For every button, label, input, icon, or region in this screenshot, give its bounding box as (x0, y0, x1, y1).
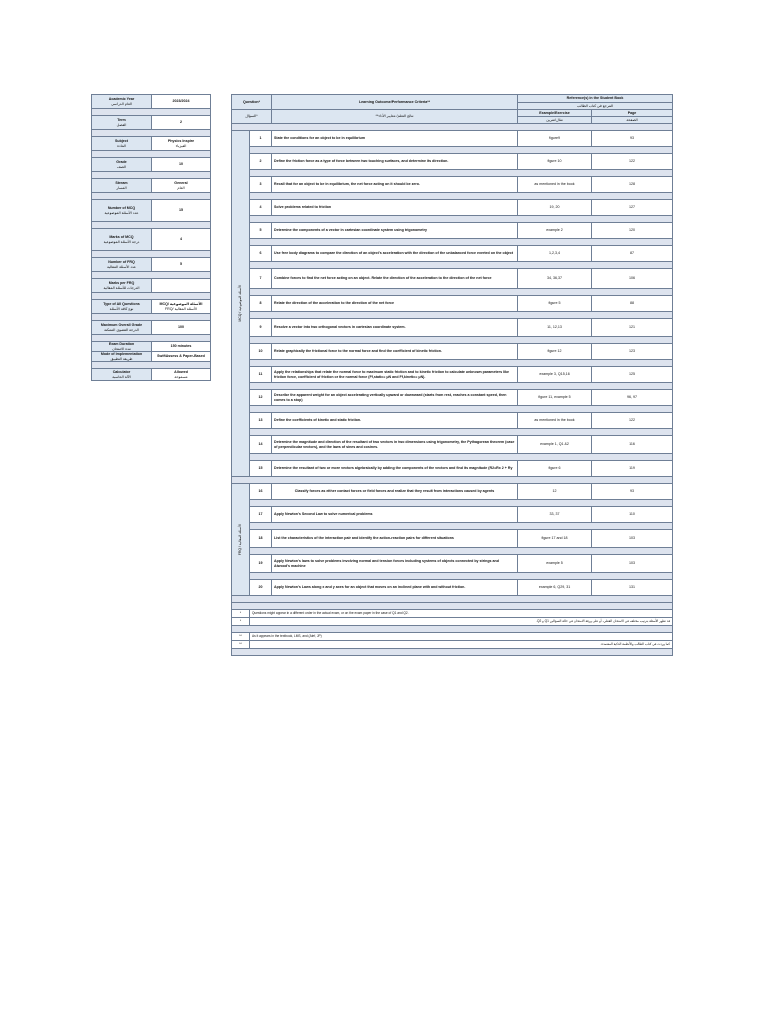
spacer-row (92, 193, 211, 200)
spacer-row (232, 193, 673, 200)
frq-section-label (232, 484, 250, 596)
info-row (92, 352, 211, 362)
question-number: 11 (250, 367, 272, 383)
info-label-en: Academic Year (108, 97, 135, 102)
question-number: 12 (250, 390, 272, 406)
info-value-main: Allowed (174, 370, 188, 375)
info-value (152, 300, 211, 314)
info-label (92, 179, 152, 193)
page-reference: 116 (592, 436, 673, 454)
example-reference: figure 12 (518, 344, 592, 360)
spacer-row (92, 293, 211, 300)
spacer-row (232, 406, 673, 413)
info-value (152, 342, 211, 352)
question-row (232, 555, 673, 573)
footnote-text: قد تظهر الأسئلة بترتيب مختلف في الامتحان الفعلي، أو على ورقة الامتحان في حالة السؤالين Q1 و Q2. (250, 618, 673, 626)
learning-outcome: Define the friction force as a type of force between two touching surfaces, and determine its direction. (272, 154, 518, 170)
page-reference: 103 (592, 555, 673, 573)
question-row (232, 530, 673, 548)
info-row (92, 300, 211, 314)
info-label (92, 137, 152, 151)
spacer-row (232, 216, 673, 223)
learning-outcome: Apply Newton's laws to solve problems involving normal and tension forces including systems of objects connected by strings and Atwood's machine (272, 555, 518, 573)
question-number: 19 (250, 555, 272, 573)
example-reference: figure 5 (518, 296, 592, 312)
learning-outcome: Determine the magnitude and direction of the resultant of two vectors in two dimensions using trigonometry, the Pythagorean theorem (case of perpendicular vectors), and the laws of sines and cosines. (272, 436, 518, 454)
info-value-main: Physics Inspire (167, 139, 195, 144)
question-row (232, 154, 673, 170)
learning-outcome: Relate the direction of the acceleration to the direction of the net force (272, 296, 518, 312)
spacer-row (232, 429, 673, 436)
page-reference: 93 (592, 131, 673, 147)
info-value (152, 179, 211, 193)
spacer-row (92, 222, 211, 229)
learning-outcome: Combine forces to find the net force acting on an object. Relate the direction of the acceleration to the direction of the net force (272, 269, 518, 289)
info-label (92, 279, 152, 293)
spacer-row (92, 151, 211, 158)
page-reference: 93 (592, 484, 673, 500)
info-label-ar: الدرجة القصوى الممكنة (104, 327, 139, 332)
info-value (152, 200, 211, 222)
info-row (92, 116, 211, 130)
info-label-ar: المادة (117, 143, 126, 148)
info-value (152, 279, 211, 293)
info-value-main: 2 (180, 120, 182, 125)
info-label (92, 95, 152, 109)
question-number: 18 (250, 530, 272, 548)
spacer-row (92, 314, 211, 321)
learning-outcome: State the conditions for an object to be in equilibrium (272, 131, 518, 147)
spacer-row (232, 147, 673, 154)
footnote-row (232, 633, 673, 641)
info-row (92, 179, 211, 193)
learning-outcome: Apply the relationships that relate the normal force to maximum static friction and to kinetic friction to calculate unknown parameters like friction force, coefficient of friction or the normal force (Ff,static= μN and Ff,kinetic= μN). (272, 367, 518, 383)
exam-info-table (91, 94, 211, 381)
info-value-main: 10 (179, 162, 183, 167)
question-number: 9 (250, 319, 272, 337)
info-label-ar: الدرجات للأسئلة المقالية (103, 285, 140, 290)
page-reference: 131 (592, 580, 673, 596)
info-label-ar: طريقة التطبيق (110, 356, 133, 361)
example-header-ar: مثال/تمرين (518, 117, 592, 124)
learning-outcome: Determine the resultant of two or more vectors algebraically by adding the components of the vectors and find its magnitude (R2=Rx 2 + Ry (272, 461, 518, 477)
info-value-main: 100 (178, 325, 184, 330)
question-row (232, 177, 673, 193)
learning-outcome: Define the coefficients of kinetic and static friction. (272, 413, 518, 429)
info-value-main: SwiftAssess & Paper-Based (157, 354, 205, 359)
spacer-row (92, 335, 211, 342)
page-reference: 123 (592, 344, 673, 360)
info-value (152, 137, 211, 151)
learning-outcome: Resolve a vector into two orthogonal vectors in cartesian coordinate system. (272, 319, 518, 337)
page-reference: 103 (592, 530, 673, 548)
learning-outcome: List the characteristics of the interaction pair and identify the action-reaction pairs for different situations (272, 530, 518, 548)
footnote-mark: * (232, 618, 250, 626)
info-label (92, 352, 152, 362)
page-reference: 120 (592, 223, 673, 239)
info-label (92, 116, 152, 130)
footnote-mark: ** (232, 633, 250, 641)
question-row (232, 319, 673, 337)
spacer-row (92, 172, 211, 179)
info-label-ar: المسار (116, 185, 127, 190)
spacer-row (232, 312, 673, 319)
page-reference: 122 (592, 413, 673, 429)
page-reference: 119 (592, 461, 673, 477)
question-row (232, 131, 673, 147)
footnote-text: Questions might appear in a different order in the actual exam, or on the exam paper in the case of Q1 and Q2. (250, 610, 673, 618)
info-value (152, 229, 211, 251)
info-row (92, 321, 211, 335)
learning-outcome: Determine the components of a vector in cartesian coordinate system using trigonometry (272, 223, 518, 239)
info-row (92, 369, 211, 381)
info-value-sub: FRQ/ الأسئلة المقالية (164, 306, 198, 311)
info-label-en: Exam Duration (108, 342, 135, 347)
question-number: 5 (250, 223, 272, 239)
spacer-row (232, 649, 673, 656)
info-row (92, 279, 211, 293)
footnote-mark: ** (232, 641, 250, 649)
info-label-en: Number of MCQ (107, 206, 136, 211)
info-row (92, 95, 211, 109)
spacer-row (232, 548, 673, 555)
example-reference: figure 10 (518, 154, 592, 170)
page-reference: 128 (592, 177, 673, 193)
info-label-en: Grade (116, 160, 127, 165)
question-number: 15 (250, 461, 272, 477)
learning-outcome: Solve problems related to friction (272, 200, 518, 216)
info-label (92, 321, 152, 335)
outcomes-header: Learning Outcome/Performance Criteria** (272, 95, 518, 110)
question-row (232, 413, 673, 429)
page-reference: 88 (592, 296, 673, 312)
info-row (92, 258, 211, 272)
example-reference: 11, 12,13 (518, 319, 592, 337)
spacer-row (232, 454, 673, 461)
example-reference: example 5 (518, 555, 592, 573)
info-value-main: 4 (180, 237, 182, 242)
spacer-row (232, 360, 673, 367)
page-reference: 122 (592, 154, 673, 170)
info-label (92, 200, 152, 222)
question-row (232, 461, 673, 477)
spacer-row (232, 573, 673, 580)
learning-outcome: Apply Newton's Second Law to solve numerical problems (272, 507, 518, 523)
reference-header: Reference(s) in the Student Book (518, 95, 673, 103)
info-row (92, 200, 211, 222)
learning-outcome: Apply Newton's Laws along x and y axes for an object that moves on an inclined plane with and without friction. (272, 580, 518, 596)
question-row (232, 269, 673, 289)
spacer-row (92, 272, 211, 279)
page-reference: 96, 97 (592, 390, 673, 406)
question-row (232, 390, 673, 406)
info-label (92, 369, 152, 381)
info-value (152, 258, 211, 272)
spacer-row (232, 170, 673, 177)
learning-outcome: Describe the apparent weight for an object accelerating vertically upward or downward (starts from rest, reaches a constant speed, then comes to a stop) (272, 390, 518, 406)
question-number: 20 (250, 580, 272, 596)
info-value-main: 150 minutes (170, 344, 192, 349)
info-label (92, 300, 152, 314)
info-value-main: 15 (179, 208, 183, 213)
question-number: 14 (250, 436, 272, 454)
info-value (152, 369, 211, 381)
spacer-row (232, 337, 673, 344)
info-label-en: Calculator (112, 370, 131, 375)
footnote-row (232, 641, 673, 649)
info-label-ar: الفصل (116, 122, 127, 127)
question-row (232, 296, 673, 312)
info-label-ar: مدة الامتحان (112, 346, 131, 351)
example-reference: 19, 20 (518, 200, 592, 216)
page-reference: 121 (592, 319, 673, 337)
spacer-row (92, 130, 211, 137)
question-header: Question* (232, 95, 272, 110)
info-value (152, 352, 211, 362)
info-label-en: Number of FRQ (108, 260, 135, 265)
example-reference: example 3, Q15,16 (518, 367, 592, 383)
info-label-en: Maximum Overall Grade (100, 323, 143, 328)
page-reference: 106 (592, 269, 673, 289)
info-label-ar: العام الدراسي (111, 101, 132, 106)
question-number: 3 (250, 177, 272, 193)
example-reference: 33, 37 (518, 507, 592, 523)
question-row (232, 367, 673, 383)
info-label (92, 258, 152, 272)
info-label-ar: نوع كافة الأسئلة (109, 306, 134, 311)
learning-outcome: Relate graphically the frictional force to the normal force and find the coefficient of kinetic friction. (272, 344, 518, 360)
info-value-sub: مسموحة (174, 374, 188, 379)
info-value-sub: العام (177, 185, 185, 190)
info-label-en: Stream (115, 181, 128, 186)
question-header-ar: السؤال* (232, 110, 272, 124)
question-row (232, 344, 673, 360)
info-value-main: General (174, 181, 188, 186)
info-row (92, 137, 211, 151)
question-row (232, 484, 673, 500)
info-label-ar: الصف (117, 164, 126, 169)
spacer-row (232, 477, 673, 484)
info-row (92, 229, 211, 251)
example-reference: example 6, Q29, 31 (518, 580, 592, 596)
page-reference: 87 (592, 246, 673, 262)
spacer-row (232, 383, 673, 390)
page-header-ar: الصفحة (592, 117, 673, 124)
spacer-row (232, 500, 673, 507)
question-row (232, 436, 673, 454)
example-reference: example 1, Q1 &2 (518, 436, 592, 454)
outcomes-header-ar: **نتائج التعلم/ معايير الأداء (272, 110, 518, 124)
footnote-text: كما وردت في كتاب الطالب والأنظمة الذكية المعتمدة. (250, 641, 673, 649)
spacer-row (232, 603, 673, 610)
footnote-mark: * (232, 610, 250, 618)
learning-outcome: Classify forces as either contact forces or field forces and realize that they result from interactions caused by agents (272, 484, 518, 500)
section-label-text: MCQ / الأسئلة الموضوعية (238, 285, 243, 322)
question-number: 4 (250, 200, 272, 216)
question-row (232, 580, 673, 596)
question-number: 1 (250, 131, 272, 147)
example-header: Example/Exercise (518, 110, 592, 117)
example-reference: figure 11, example 5 (518, 390, 592, 406)
info-label-en: Subject (115, 139, 128, 144)
example-reference: as mentioned in the book (518, 413, 592, 429)
info-value-main: 2023/2024 (172, 99, 190, 104)
page-reference: 127 (592, 200, 673, 216)
spacer-row (232, 596, 673, 603)
question-row (232, 507, 673, 523)
info-value (152, 158, 211, 172)
page-header: Page (592, 110, 673, 117)
footnote-row (232, 610, 673, 618)
question-number: 8 (250, 296, 272, 312)
footnote-row (232, 618, 673, 626)
section-label-text: FRQ / الأسئلة المقالية (238, 523, 243, 556)
info-value-main: 5 (180, 262, 182, 267)
reference-header-ar: المرجع في كتاب الطالب (518, 103, 673, 110)
example-reference: 34, 36,37 (518, 269, 592, 289)
question-number: 17 (250, 507, 272, 523)
info-label-en: Type of All Questions (103, 302, 140, 307)
info-value-sub: الفيزياء (175, 143, 187, 148)
mcq-section-label (232, 131, 250, 477)
info-label-en: Term (117, 118, 126, 123)
page-reference: 110 (592, 507, 673, 523)
info-value (152, 95, 211, 109)
example-reference: 12 (518, 484, 592, 500)
example-reference: as mentioned in the book (518, 177, 592, 193)
example-reference: example 2 (518, 223, 592, 239)
spacer-row (232, 523, 673, 530)
question-number: 16 (250, 484, 272, 500)
example-reference: 1,2,3,4 (518, 246, 592, 262)
info-label-en: Marks per FRQ (108, 281, 135, 286)
spacer-row (232, 626, 673, 633)
info-label-ar: الآلة الحاسبة (112, 374, 131, 379)
spacer-row (92, 362, 211, 369)
info-label (92, 158, 152, 172)
example-reference: figure 17 and 18 (518, 530, 592, 548)
question-number: 2 (250, 154, 272, 170)
example-reference: figure9 (518, 131, 592, 147)
spacer-row (232, 262, 673, 269)
learning-outcome: Recall that for an object to be in equilibrium, the net force acting on it should be zero. (272, 177, 518, 193)
info-label-ar: عدد الأسئلة المقالية (106, 264, 137, 269)
spacer-row (232, 289, 673, 296)
learning-outcome: Use free body diagrams to compare the direction of an object's acceleration with the direction of the unbalanced force exerted on the object (272, 246, 518, 262)
spacer-row (92, 251, 211, 258)
spacer-row (232, 239, 673, 246)
info-value (152, 321, 211, 335)
info-label (92, 229, 152, 251)
info-value (152, 116, 211, 130)
spacer-row (92, 109, 211, 116)
question-number: 6 (250, 246, 272, 262)
footnote-text: As it appears in the textbook, LMS, and (Alef, JP) (250, 633, 673, 641)
info-label-ar: عدد الأسئلة الموضوعية (104, 210, 139, 215)
page-reference: 125 (592, 367, 673, 383)
info-row (92, 158, 211, 172)
question-row (232, 223, 673, 239)
info-row (92, 342, 211, 352)
example-reference: figure 6 (518, 461, 592, 477)
question-row (232, 200, 673, 216)
info-label-en: Mode of Implementation (100, 352, 143, 357)
info-label-en: Marks of MCQ (109, 235, 134, 240)
info-label-ar: درجة الأسئلة الموضوعية (103, 239, 140, 244)
question-number: 10 (250, 344, 272, 360)
question-number: 7 (250, 269, 272, 289)
question-row (232, 246, 673, 262)
info-value-main: MCQ/ الأسئلة الموضوعية (159, 302, 203, 307)
spacer-row (232, 124, 673, 131)
specification-table (231, 94, 673, 656)
info-label (92, 342, 152, 352)
question-number: 13 (250, 413, 272, 429)
